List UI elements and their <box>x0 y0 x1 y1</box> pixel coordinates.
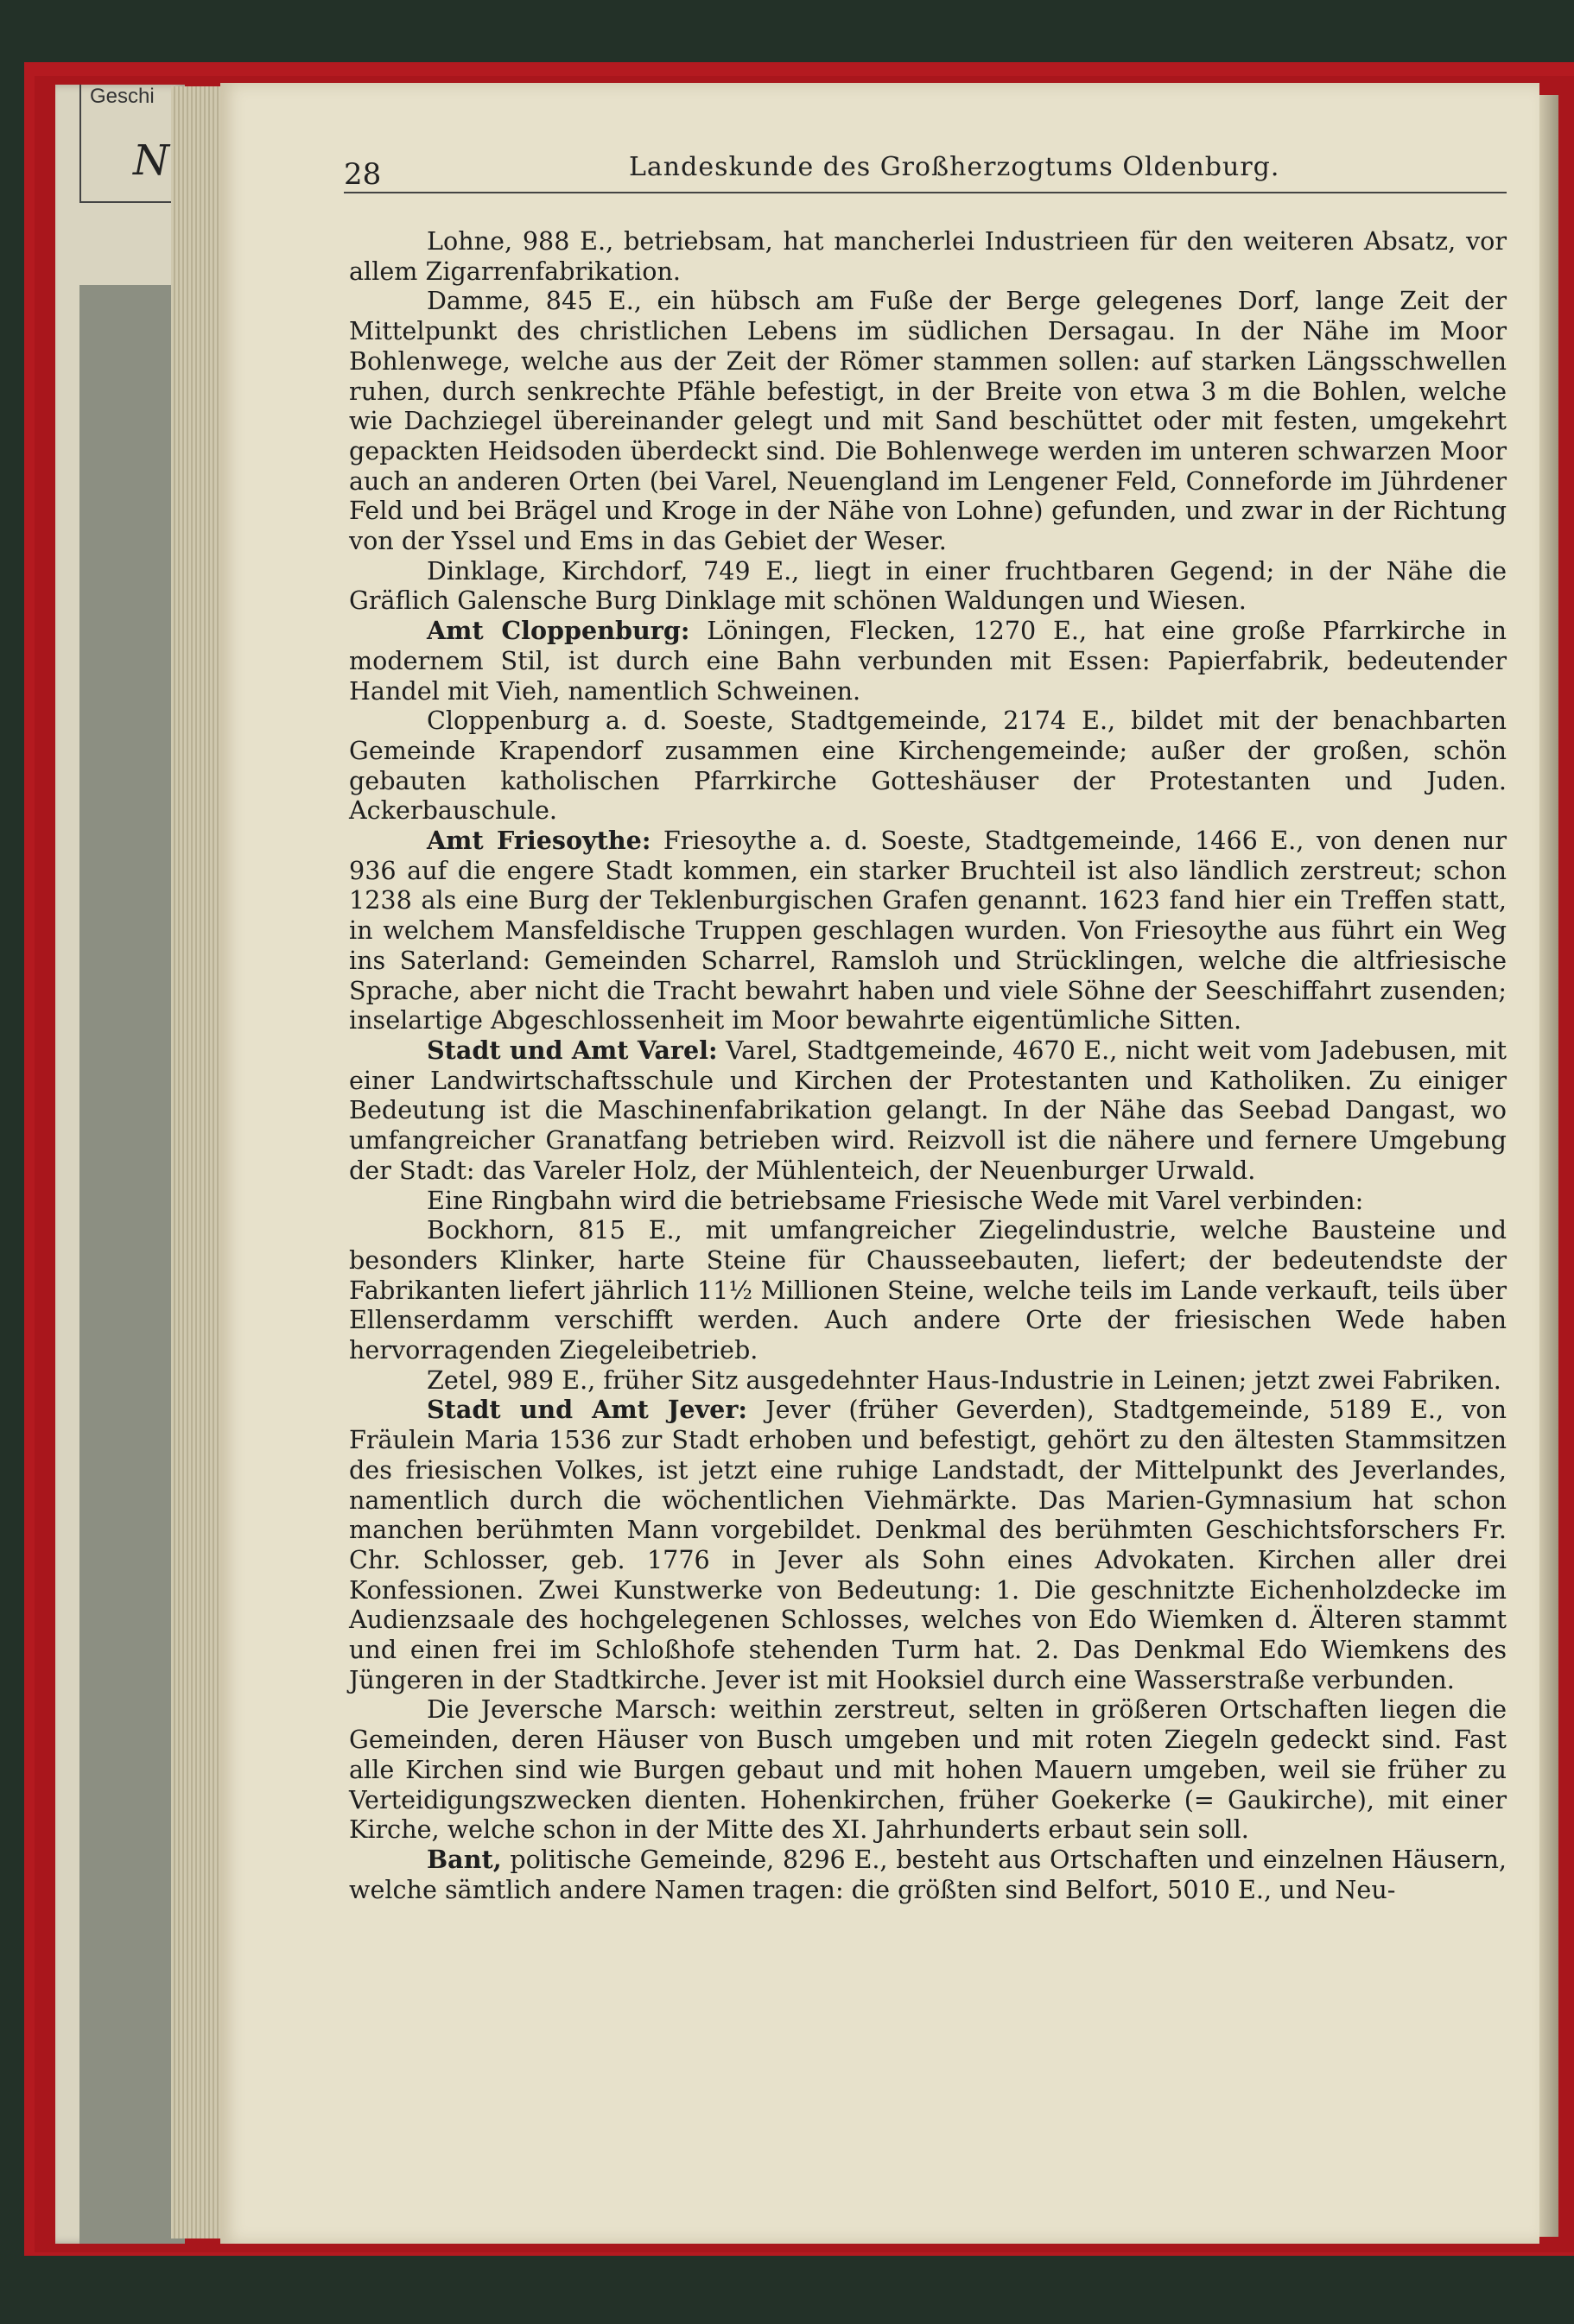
paragraph-text: politische Gemeinde, 8296 E., besteht aus Ortschaften und einzelnen Häusern, welche sämtlich andere Namen tragen: die größten sind Belfort, 5010 E., und Neu- <box>349 1844 1507 1904</box>
body-text <box>349 226 1507 1904</box>
paragraph-text: Lohne, 988 E., betriebsam, hat mancherlei Industrieen für den weiteren Absatz, vor allem Zigarrenfabrikation. <box>349 226 1507 286</box>
paragraph <box>349 1035 1507 1186</box>
paragraph <box>349 1694 1507 1845</box>
previous-page-script-mark: N <box>133 136 169 185</box>
paragraph-text: Löningen, Flecken, 1270 E., hat eine große Pfarrkirche in modernem Stil, ist durch eine Bahn verbunden mit Essen: Papierfabrik, bedeutender Handel mit Vieh, namentlich Schweinen. <box>349 616 1507 706</box>
paragraph-text: Eine Ringbahn wird die betriebsame Friesische Wede mit Varel verbinden: <box>427 1185 1364 1215</box>
paragraph <box>349 616 1507 706</box>
paragraph <box>349 1845 1507 1904</box>
paragraph-lead: Stadt und Amt Jever: <box>427 1395 747 1425</box>
paragraph <box>349 1365 1507 1396</box>
paragraph-text: Friesoythe a. d. Soeste, Stadtgemeinde, 1466 E., von denen nur 936 auf die engere Stadt kommen, ein starker Bruchteil ist also ländlich zerstreut; schon 1238 als eine Burg der Teklenburgischen Grafen genannt. 1623 fand hier ein Treffen statt, in welchem Mansfeldische Truppen geschlagen wurden. Von Friesoythe aus führt ein Weg ins Saterland: Gemeinden Scharrel, Ramsloh und Strücklingen, welche die altfriesische Sprache, aber nicht die Tracht bewahrt haben und viele Söhne der Seeschiffahrt zusenden; inselartige Abgeschlossenheit im Moor bewahrte eigentümliche Sitten. <box>349 826 1507 1035</box>
page-header <box>344 147 1507 193</box>
previous-page-header: Geschi <box>90 85 155 108</box>
paragraph-text: Varel, Stadtgemeinde, 4670 E., nicht weit vom Jadebusen, mit einer Landwirtschaftsschule und Kirchen der Protestanten und Katholiken. Zu einiger Bedeutung ist die Maschinenfabrikation gelangt. In der Nähe das Seebad Dangast, wo umfangreicher Granatfang betrieben wird. Reizvoll ist die nähere und fernere Umgebung der Stadt: das Vareler Holz, der Mühlenteich, der Neuenburger Urwald. <box>349 1035 1507 1185</box>
paragraph <box>349 1395 1507 1694</box>
page-right-edge <box>1539 95 1558 2237</box>
paragraph-text: Zetel, 989 E., früher Sitz ausgedehnter Haus-Industrie in Leinen; jetzt zwei Fabriken. <box>427 1365 1501 1395</box>
paragraph-text: Bockhorn, 815 E., mit umfangreicher Ziegelindustrie, welche Bausteine und besonders Klinker, harte Steine für Chausseebauten, liefert; der bedeutendste der Fabrikanten liefert jährlich 11½ Millionen Steine, welche teils im Lande verkauft, teils über Ellenserdamm verschifft werden. Auch andere Orte der friesischen Wede haben hervorragenden Ziegeleibetrieb. <box>349 1215 1507 1365</box>
paragraph <box>349 226 1507 286</box>
paragraph-lead: Bant, <box>427 1844 502 1874</box>
paragraph <box>349 1215 1507 1365</box>
paragraph-text: Jever (früher Geverden), Stadtgemeinde, 5189 E., von Fräulein Maria 1536 zur Stadt erhoben und befestigt, gehört zu den ältesten Stammsitzen des friesischen Volkes, ist jetzt eine ruhige Landstadt, der Mittelpunkt des Jeverlandes, namentlich durch die wöchentlichen Viehmärkte. Das Marien-Gymnasium hat schon manchen berühmten Mann vorgebildet. Denkmal des berühmten Geschichtsforschers Fr. Chr. Schlosser, geb. 1776 in Jever als Sohn eines Advokaten. Kirchen aller drei Konfessionen. Zwei Kunstwerke von Bedeutung: 1. Die geschnitzte Eichenholzdecke im Audienzsaale des hochgelegenen Schlosses, welches von Edo Wiemken d. Älteren stammt und einen frei im Schloßhofe stehenden Turm hat. 2. Das Denkmal Edo Wiemkens des Jüngeren in der Stadtkirche. Jever ist mit Hooksiel durch eine Wasserstraße verbunden. <box>349 1395 1507 1694</box>
paragraph-text: Cloppenburg a. d. Soeste, Stadtgemeinde, 2174 E., bildet mit der benachbarten Gemeinde Krapendorf zusammen eine Kirchengemeinde; außer der großen, schön gebauten katholischen Pfarrkirche Gotteshäuser der Protestanten und Juden. Ackerbauschule. <box>349 706 1507 826</box>
paragraph-lead: Stadt und Amt Varel: <box>427 1035 718 1065</box>
paragraph <box>349 706 1507 826</box>
page-number: 28 <box>344 157 382 192</box>
paragraph <box>349 556 1507 616</box>
paragraph <box>349 286 1507 555</box>
paragraph-lead: Amt Friesoythe: <box>427 826 651 856</box>
paragraph-text: Die Jeversche Marsch: weithin zerstreut, selten in größeren Ortschaften liegen die Gemeinden, deren Häuser von Busch umgeben und mit roten Ziegeln gedeckt sind. Fast alle Kirchen sind wie Burgen gebaut und mit hohen Mauern umgeben, weil sie früher zu Verteidigungszwecken dienten. Hohenkirchen, früher Goekerke (= Gaukirche), mit einer Kirche, welche schon in der Mitte des XI. Jahrhunderts erbaut sein soll. <box>349 1694 1507 1845</box>
previous-page-strip <box>79 285 185 2244</box>
paragraph-text: Damme, 845 E., ein hübsch am Fuße der Berge gelegenes Dorf, lange Zeit der Mittelpunkt des christlichen Lebens im südlichen Dersagau. In der Nähe im Moor Bohlenwege, welche aus der Zeit der Römer stammen sollen: auf starken Längsschwellen ruhen, durch senkrechte Pfähle befestigt, in der Breite von etwa 3 m die Bohlen, welche wie Dachziegel übereinander gelegt und mit Sand beschüttet oder mit festen, umgekehrt gepackten Heidsoden überdeckt sind. Die Bohlenwege werden im unteren schwarzen Moor auch an anderen Orten (bei Varel, Neuengland im Lengener Feld, Conneforde im Jührdener Feld und bei Brägel und Kroge in der Nähe von Lohne) gefunden, und zwar in der Richtung von der Yssel und Ems in das Gebiet der Weser. <box>349 286 1507 556</box>
paragraph <box>349 826 1507 1035</box>
paragraph-lead: Amt Cloppenburg: <box>427 616 690 646</box>
running-head: Landeskunde des Großherzogtums Oldenburg. <box>629 152 1280 182</box>
previous-page-edge <box>55 85 185 2244</box>
paragraph-text: Dinklage, Kirchdorf, 749 E., liegt in einer fruchtbaren Gegend; in der Nähe die Gräflich Galensche Burg Dinklage mit schönen Waldungen und Wiesen. <box>349 555 1507 616</box>
paragraph <box>349 1186 1507 1216</box>
